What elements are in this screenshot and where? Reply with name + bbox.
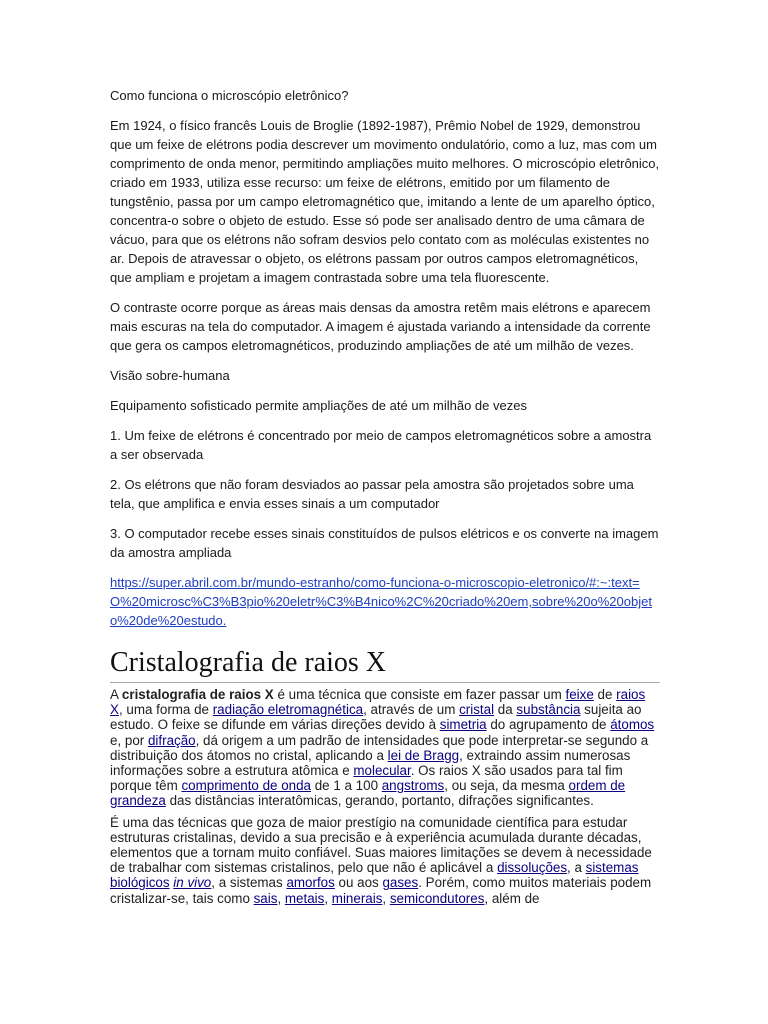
wiki-text: e, por <box>110 732 148 748</box>
wiki-title: Cristalografia de raios X <box>110 646 660 683</box>
link-minerais[interactable]: minerais <box>331 890 383 906</box>
wiki-text: , uma forma de <box>118 702 213 718</box>
wiki-text: A <box>110 687 122 702</box>
link-lei-de-bragg[interactable]: lei de Bragg <box>387 747 460 763</box>
link-sais[interactable]: sais <box>253 890 278 906</box>
link-substancia[interactable]: substância <box>516 702 581 718</box>
wiki-text: ou aos <box>334 875 383 891</box>
wiki-term-bold: cristalografia de raios X <box>121 687 274 702</box>
wiki-text: , além de <box>484 890 540 906</box>
link-gases[interactable]: gases <box>382 875 419 891</box>
notes-step-1: 1. Um feixe de elétrons é concentrado por meio de campos eletromagnéticos sobre a amostra a ser observada <box>110 428 652 462</box>
notes-subheading: Visão sobre-humana <box>110 368 230 383</box>
link-cristal[interactable]: cristal <box>459 702 495 718</box>
notes-heading: Como funciona o microscópio eletrônico? <box>110 88 349 103</box>
wiki-text: É uma das técnicas que goza de maior prestígio na comunidade científica para estudar estruturas cristalinas, devido a sua precisão e à experiência acumulada durante décadas, elementos que a tornam muito confiável. Suas maiores limitações se devem à necessidade de trabalhar com sistemas cristalinos, pelo que não é aplicável a <box>110 814 652 876</box>
wiki-text: do agrupamento de <box>486 717 611 733</box>
wiki-text: , extraindo assim numerosas informações sobre a estrutura atômica e <box>110 747 631 779</box>
wiki-text: , <box>324 890 332 906</box>
link-semicondutores[interactable]: semicondutores <box>389 890 485 906</box>
link-radiacao-eletromagnetica[interactable]: radiação eletromagnética <box>212 702 364 718</box>
link-molecular[interactable]: molecular <box>353 763 411 779</box>
link-raios-x[interactable]: raios X <box>110 687 646 718</box>
wiki-text: . Porém, como muitos materiais podem cristalizar-se, tais como <box>110 875 652 906</box>
link-feixe[interactable]: feixe <box>565 687 594 702</box>
link-amorfos[interactable]: amorfos <box>286 875 335 891</box>
wiki-text: . Os raios X são usados para tal fim porque têm <box>110 763 623 794</box>
wiki-text: , <box>382 890 390 906</box>
wiki-article <box>110 687 660 906</box>
wiki-text: , dá origem a um padrão de intensidades que pode interpretar-se segundo a distribuição dos átomos no cristal, aplicando a <box>110 732 649 763</box>
link-angstroms[interactable]: angstroms <box>381 778 445 794</box>
wiki-text: de <box>593 687 617 702</box>
notes-section <box>110 86 660 630</box>
notes-step-2: 2. Os elétrons que não foram desviados ao passar pela amostra são projetados sobre uma tela, que amplifica e envia esses sinais a um computador <box>110 477 634 511</box>
link-in-vivo[interactable]: in vivo <box>173 875 212 891</box>
wiki-paragraph-2 <box>110 815 660 906</box>
wiki-text: , <box>277 890 285 906</box>
link-atomos[interactable]: átomos <box>610 717 655 733</box>
wiki-text: , através de um <box>363 702 460 718</box>
wiki-paragraph-1 <box>110 687 660 809</box>
link-sistemas-biologicos[interactable]: sistemas biológicos <box>110 860 639 891</box>
notes-paragraph-1: Em 1924, o físico francês Louis de Broglie (1892-1987), Prêmio Nobel de 1929, demonstrou que um feixe de elétrons podia descrever um movimento ondulatório, como a luz, mas com um comprimento de onda menor, permitindo ampliações muito melhores. O microscópio eletrônico, criado em 1933, utiliza esse recurso: um feixe de elétrons, emitido por um filamento de tungstênio, passa por um campo eletromagnético que, imitando a lente de um aparelho óptico, concentra-o sobre o objeto de estudo. Esse só pode ser analisado dentro de uma câmara de vácuo, para que os elétrons não sofram desvios pelo contato com as moléculas existentes no ar. Depois de atravessar o objeto, os elétrons passam por outros campos eletromagnéticos, que ampliam e projetam a imagem contrastada sobre uma tela fluorescente. <box>110 118 660 285</box>
link-dissolucoes[interactable]: dissoluções <box>497 860 568 876</box>
document-page <box>110 86 660 912</box>
link-comprimento-de-onda[interactable]: comprimento de onda <box>181 778 311 794</box>
wiki-text: , a sistemas <box>211 875 287 891</box>
wiki-text: da <box>494 702 517 718</box>
wiki-text: sujeita ao estudo. O feixe se difunde em várias direções devido à <box>110 702 642 733</box>
link-difracao[interactable]: difração <box>147 732 196 748</box>
wiki-text: , ou seja, da mesma <box>444 778 569 794</box>
link-ordem-de-grandeza[interactable]: ordem de grandeza <box>110 778 626 809</box>
wiki-text: das distâncias interatômicas, gerando, portanto, difrações significantes. <box>165 793 594 809</box>
wiki-text: é uma técnica que consiste em fazer passar um <box>273 687 566 702</box>
link-metais[interactable]: metais <box>284 890 325 906</box>
wiki-text: , a <box>567 860 586 876</box>
source-url-link[interactable]: https://super.abril.com.br/mundo-estranho/como-funciona-o-microscopio-eletronico/#:~:text=O%20microsc%C3%B3pio%20eletr%C3%B4nico%2C%20criado%20em,sobre%20o%20objeto%20de%20estudo. <box>110 575 652 628</box>
notes-subtitle: Equipamento sofisticado permite ampliações de até um milhão de vezes <box>110 398 527 413</box>
link-simetria[interactable]: simetria <box>439 717 487 733</box>
notes-paragraph-2: O contraste ocorre porque as áreas mais densas da amostra retêm mais elétrons e aparecem mais escuras na tela do computador. A imagem é ajustada variando a intensidade da corrente que gera os campos eletromagnéticos, produzindo ampliações de até um milhão de vezes. <box>110 300 651 353</box>
wiki-text: de 1 a 100 <box>311 778 382 794</box>
notes-step-3: 3. O computador recebe esses sinais constituídos de pulsos elétricos e os converte na imagem da amostra ampliada <box>110 526 659 560</box>
